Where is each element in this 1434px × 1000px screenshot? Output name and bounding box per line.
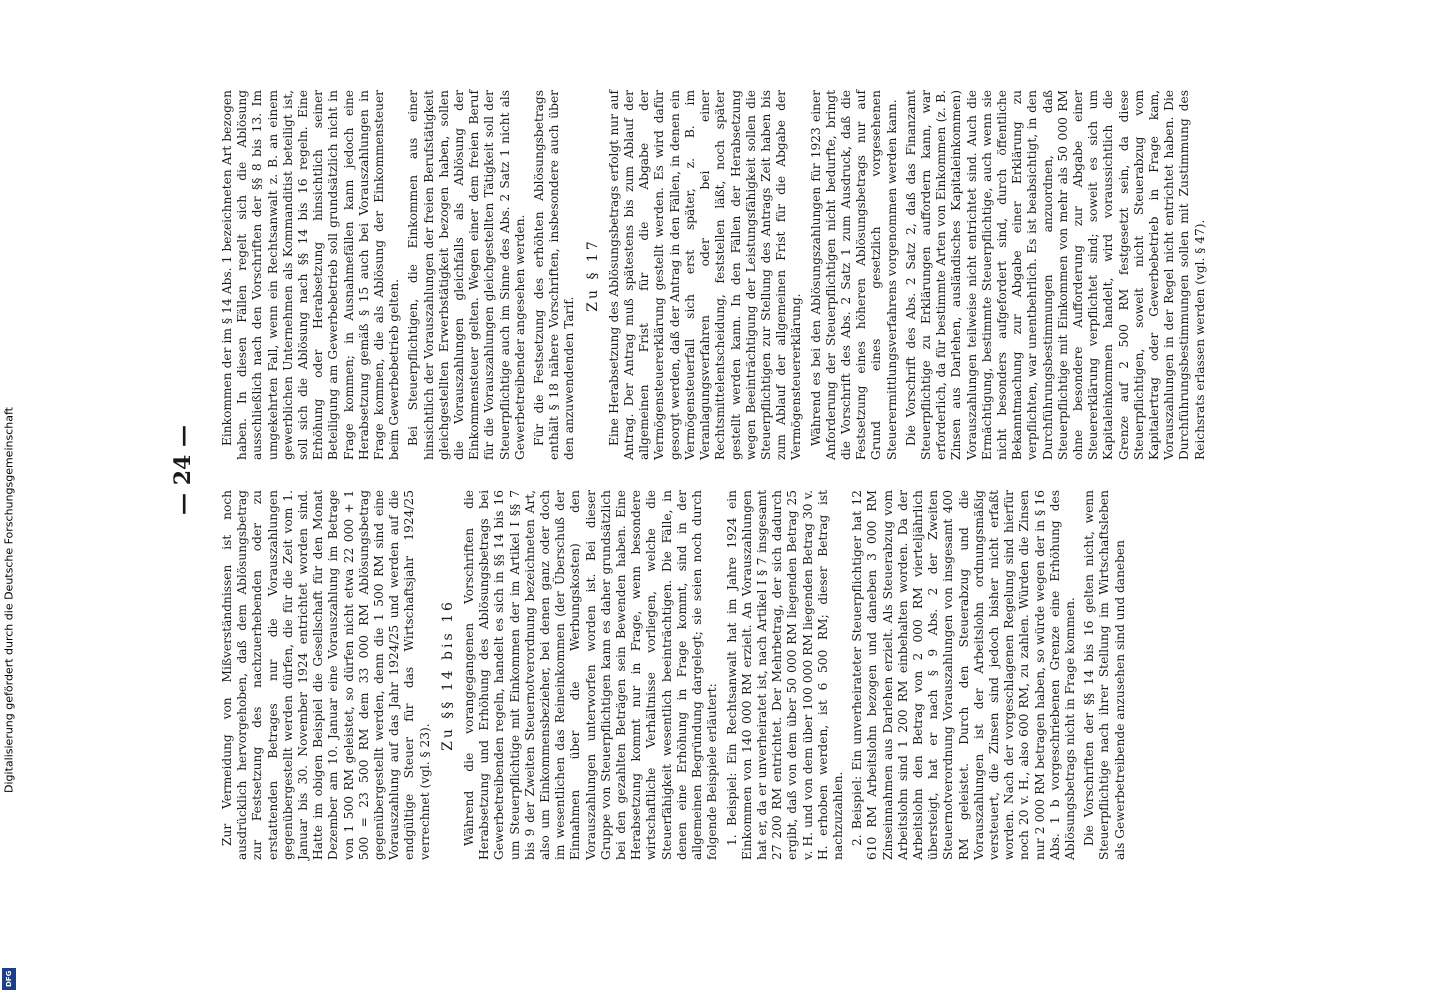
paragraph: Für die Festsetzung des erhöhten Ablösungsbetrags enthält § 18 nähere Vorschriften, insbesondere auch über den anzuwendenden Tarif. [532, 90, 577, 460]
paragraph: Einkommen der im § 14 Abs. 1 bezeichneten Art bezogen haben. In diesen Fällen regelt sich die Ablösung ausschließlich nach den Vorschriften der §§ 8 bis 13. Im umgekehrten Fall, wenn ein Rechtsanwalt z. B. an einem gewerblichen Unternehmen als Kommanditist beteiligt ist, soll sich die Ablösung nach §§ 14 bis 16 regeln. Eine Erhöhung oder Herabsetzung hinsichtlich seiner Beteiligung am Gewerbebetrieb soll grundsätzlich nicht in Frage kommen; in Ausnahmefällen kann jedoch eine Herabsetzung gemäß § 15 auch bei Vorauszahlungen in Frage kommen, die als Ablösung der Einkommensteuer beim Gewerbebetrieb gelten. [220, 90, 402, 460]
paragraph: Während die vorangegangenen Vorschriften die Herabsetzung und Erhöhung des Ablösungsbetrags bei Gewerbetreibenden regeln, handelt es sich in §§ 14 bis 16 um Steuerpflichtige mit Einkommen der im Artikel I §§ 7 bis 9 der Zweiten Steuernotverordnung bezeichneten Art, also um Einkommensbezieher, bei denen ganz oder doch im wesentlichen das Reineinkommen (der Überschuß der Einnahmen über die Werbungskosten) den Vorauszahlungen unterworfen worden ist. Bei dieser Gruppe von Steuerpflichtigen kann es daher grundsätzlich bei den gezahlten Beträgen sein Bewenden haben. Eine Herabsetzung kommt nur in Frage, wenn besondere wirtschaftliche Verhältnisse vorliegen, welche die Steuerfähigkeit wesentlich beeinträchtigen. Die Fälle, in denen eine Erhöhung in Frage kommt, sind in der allgemeinen Begründung dargelegt; sie seien noch durch folgende Beispiele erläutert: [462, 490, 720, 860]
paragraph: Während es bei den Ablösungszahlungen für 1923 einer Anforderung der Steuerpflichtigen nicht bedurfte, bringt die Vorschrift des Abs. 2 Satz 1 zum Ausdruck, daß die Festsetzung eines höheren Ablösungsbetrags nur auf Grund eines gesetzlich vorgesehenen Steuerermittlungsverfahrens vorgenommen werden kann. [808, 90, 899, 460]
document-page [160, 80, 1300, 860]
paragraph: Eine Herabsetzung des Ablösungsbetrags erfolgt nur auf Antrag. Der Antrag muß spätestens bis zum Ablauf der allgemeinen Frist für die Abgabe der Vermögensteuererklärung gestellt werden. Es wird dafür gesorgt werden, daß der Antrag in den Fällen, in denen ein Vermögensteuerfall sich erst später, z. B. im Veranlagungsverfahren oder bei einer Rechtsmittelentscheidung, feststellen läßt, noch später gestellt werden kann. In den Fällen der Herabsetzung wegen Beeinträchtigung der Leistungsfähigkeit sollen die Steuerpflichtigen zur Stellung des Antrags Zeit haben bis zum Ablauf der allgemeinen Frist für die Abgabe der Vermögensteuererklärung. [606, 90, 804, 460]
left-column [220, 490, 1132, 860]
right-column [220, 90, 1212, 460]
paragraph: Die Vorschrift des Abs. 2 Satz 2, daß das Finanzamt Steuerpflichtige zu Erklärungen auffordern kann, war erforderlich, da für bestimmte Arten von Einkommen (z. B. Zinsen aus Darlehen, ausländisches Kapitaleinkommen) Vorauszahlungen teilweise nicht entrichtet sind. Auch die Ermächtigung, bestimmte Steuerpflichtige, auch wenn sie nicht besonders aufgefordert sind, durch öffentliche Bekanntmachung zur Abgabe einer Erklärung zu verpflichten, war unentbehrlich. Es ist beabsichtigt, in den Durchführungsbestimmungen anzuordnen, daß Steuerpflichtige mit Einkommen von mehr als 50 000 RM ohne besondere Aufforderung zur Abgabe einer Steuererklärung verpflichtet sind; soweit es sich um Kapitaleinkommen handelt, wird voraussichtlich die Grenze auf 2 500 RM festgesetzt sein, da diese Steuerpflichtigen, soweit nicht Steuerabzug vom Kapitalertrag oder Gewerbebetrieb in Frage kam, Vorauszahlungen in der Regel nicht entrichtet haben. Die Durchführungsbestimmungen sollen mit Zustimmung des Reichsrats erlassen werden (vgl. § 47). [903, 90, 1207, 460]
paragraph: 1. Beispiel: Ein Rechtsanwalt hat im Jahre 1924 ein Einkommen von 140 000 RM erzielt. An Vorauszahlungen hat er, da er unverheiratet ist, nach Artikel I § 7 insgesamt 27 200 RM entrichtet. Der Mehrbetrag, der sich dadurch ergibt, daß von dem über 50 000 RM liegenden Betrag 25 v. H. und von dem über 100 000 RM liegenden Betrag 30 v. H. erhoben werden, ist 6 500 RM; dieser Betrag ist nachzuzahlen. [724, 490, 845, 860]
sidebar [0, 0, 18, 1000]
section-heading: Zu §§ 14 bis 16 [439, 599, 456, 751]
paragraph: 2. Beispiel: Ein unverheirateter Steuerpflichtiger hat 12 610 RM Arbeitslohn bezogen und daneben 3 000 RM Zinseinnahmen aus Darlehen erzielt. Als Steuerabzug vom Arbeitslohn sind 1 200 RM einbehalten worden. Da der Arbeitslohn den Betrag von 2 000 RM vierteljährlich übersteigt, hat er nach § 9 Abs. 2 der Zweiten Steuernotverordnung Vorauszahlungen von insgesamt 400 RM geleistet. Durch den Steuerabzug und die Vorauszahlungen ist der Arbeitslohn ordnungsmäßig versteuert, die Zinsen sind jedoch bisher nicht erfaßt worden. Nach der vorgeschlagenen Regelung sind hierfür noch 20 v. H., also 600 RM, zu zahlen. Würden die Zinsen nur 2 000 RM betragen haben, so würde wegen der in § 16 Abs. 1 b vorgeschriebenen Grenze eine Erhöhung des Ablösungsbetrags nicht in Frage kommen. [850, 490, 1077, 860]
dfg-logo: DFG [2, 968, 16, 990]
page-number: — 24 — [170, 425, 196, 515]
paragraph: Bei Steuerpflichtigen, die Einkommen aus einer hinsichtlich der Vorauszahlungen der freien Berufstätigkeit gleichgestellten Erwerbstätigkeit bezogen haben, sollen die Vorauszahlungen gleichfalls als Ablösung der Einkommensteuer gelten. Wegen einer dem freien Beruf für die Vorauszahlungen gleichgestellten Tätigkeit soll der Steuerpflichtige auch im Sinne des Abs. 2 Satz 1 nicht als Gewerbetreibender angesehen werden. [406, 90, 527, 460]
funding-note: Digitalisierung gefördert durch die Deutsche Forschungsgemeinschaft [2, 407, 16, 793]
paragraph: Die Vorschriften der §§ 14 bis 16 gelten nicht, wenn Steuerpflichtige nach ihrer Stellung im Wirtschaftsleben als Gewerbetreibende anzusehen sind und daneben [1082, 490, 1127, 860]
paragraph: Zur Vermeidung von Mißverständnissen ist noch ausdrücklich hervorgehoben, daß dem Ablösungsbetrag zur Festsetzung des nachzuerhebenden oder zu erstattenden Betrages nur die Vorauszahlungen gegenübergestellt werden dürfen, die für die Zeit vom 1. Januar bis 30. November 1924 entrichtet worden sind. Hatte im obigen Beispiel die Gesellschaft für den Monat Dezember am 10. Januar eine Vorauszahlung im Betrage von 1 500 RM geleistet, so dürfen nicht etwa 22 000 + 1 500 = 23 500 RM dem 33 000 RM Ablösungsbetrag gegenübergestellt werden, denn die 1 500 RM sind eine Vorauszahlung auf das Jahr 1924/25 und werden auf die endgültige Steuer für das Wirtschaftsjahr 1924/25 verrechnet (vgl. § 23). [220, 490, 432, 860]
section-heading: Zu § 17 [584, 238, 601, 312]
